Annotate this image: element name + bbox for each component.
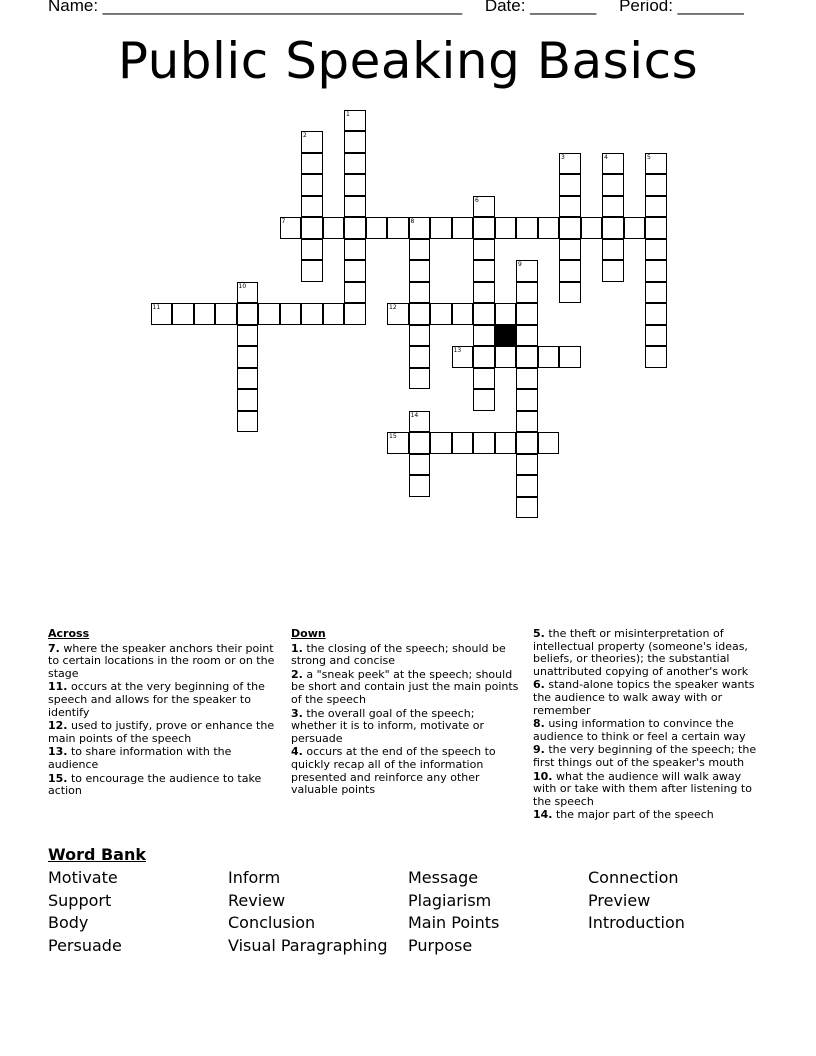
crossword-cell[interactable] [344, 260, 366, 282]
crossword-cell[interactable] [301, 260, 323, 282]
word-bank-word: Plagiarism [408, 890, 492, 910]
word-bank-word: Inform [228, 868, 281, 887]
crossword-cell[interactable] [516, 411, 538, 433]
crossword-cell[interactable] [409, 368, 431, 390]
crossword-cell[interactable] [409, 325, 431, 347]
clue-number: 15 [389, 433, 397, 440]
crossword-cell[interactable] [387, 432, 409, 454]
crossword-cell[interactable] [409, 454, 431, 476]
crossword-cell[interactable] [409, 217, 431, 239]
crossword-cell[interactable] [409, 282, 431, 304]
down-clues [291, 628, 523, 798]
crossword-cell[interactable] [645, 260, 667, 282]
crossword-cell[interactable] [516, 217, 538, 239]
clue-text: the theft or misinterpretation of intellectual property (someone's ideas, beliefs, or theories); the substantial unattributed copying of another's work [533, 627, 749, 678]
word-bank-word: Preview [588, 890, 651, 910]
crossword-cell[interactable] [301, 303, 323, 325]
clue-text: what the audience will walk away with or take with them after listening to the speech [533, 769, 752, 808]
header [48, 0, 762, 16]
crossword-cell[interactable] [516, 475, 538, 497]
crossword-cell[interactable] [430, 217, 452, 239]
crossword-cell[interactable] [237, 282, 259, 304]
crossword-cell[interactable] [344, 153, 366, 175]
crossword-cell[interactable] [473, 196, 495, 218]
crossword-cell[interactable] [301, 174, 323, 196]
crossword-cell[interactable] [301, 217, 323, 239]
clue-number: 10 [238, 282, 247, 290]
crossword-cell[interactable] [301, 153, 323, 175]
crossword-cell[interactable] [559, 346, 581, 368]
crossword-cell[interactable] [473, 389, 495, 411]
crossword-cell[interactable] [602, 260, 624, 282]
crossword-cell[interactable] [194, 303, 216, 325]
clue-text: using information to convince the audience to think or feel a certain way [533, 717, 746, 743]
clue-number: 5 [647, 153, 651, 161]
crossword-cell[interactable] [409, 411, 431, 433]
crossword-cell[interactable] [344, 131, 366, 153]
clue-number: 6. [533, 678, 545, 692]
clue-number: 1. [291, 641, 303, 655]
crossword-cell[interactable] [645, 174, 667, 196]
crossword-cell[interactable] [452, 217, 474, 239]
clue [533, 744, 765, 769]
black-cell [495, 325, 517, 347]
clue-number: 6 [475, 196, 479, 204]
crossword-cell[interactable] [237, 346, 259, 368]
clue-number: 8 [410, 218, 415, 225]
crossword-cell[interactable] [645, 325, 667, 347]
crossword-cell[interactable] [516, 497, 538, 519]
crossword-cell[interactable] [559, 260, 581, 282]
clue-number: 4 [604, 153, 608, 161]
crossword-cell[interactable] [344, 217, 366, 239]
crossword-cell[interactable] [602, 153, 624, 175]
clue-number: 4. [291, 745, 303, 759]
period-field[interactable]: Period: _______ [619, 0, 744, 15]
crossword-cell[interactable] [344, 110, 366, 132]
clue-text: stand-alone topics the speaker wants the audience to walk away with or remember [533, 678, 755, 717]
clue-text: where the speaker anchors their point to certain locations in the room or on the stage [48, 641, 275, 680]
clue-number: 8. [533, 717, 545, 731]
crossword-cell[interactable] [645, 196, 667, 218]
clue-text: to share information with the audience [48, 745, 232, 771]
crossword-cell[interactable] [516, 260, 538, 282]
word-bank-word: Purpose [408, 935, 473, 955]
clue-text: the closing of the speech; should be strong and concise [291, 641, 506, 668]
clue-text: a "sneak peek" at the speech; should be short and contain just the main points of the speech [291, 667, 519, 706]
clue-number: 7. [48, 641, 60, 655]
crossword-cell[interactable] [516, 282, 538, 304]
crossword-cell[interactable] [473, 282, 495, 304]
name-field[interactable]: Name: ______________________________________ [48, 0, 463, 15]
crossword-cell[interactable] [516, 432, 538, 454]
word-bank-word: Main Points [408, 913, 500, 932]
crossword-cell[interactable] [602, 239, 624, 261]
crossword-cell[interactable] [538, 346, 560, 368]
crossword-cell[interactable] [387, 303, 409, 325]
crossword-cell[interactable] [495, 432, 517, 454]
crossword-cell[interactable] [430, 303, 452, 325]
crossword-cell[interactable] [473, 217, 495, 239]
crossword-cell[interactable] [559, 239, 581, 261]
clue [533, 679, 765, 717]
crossword-cell[interactable] [366, 217, 388, 239]
clue-number: 3. [291, 706, 303, 720]
word-bank-word: Message [408, 868, 479, 887]
clue-text: occurs at the end of the speech to quickly recap all of the information presented and reinforce any other valuable points [291, 745, 496, 797]
crossword-cell[interactable] [409, 303, 431, 325]
crossword-cell[interactable] [602, 217, 624, 239]
clue-number: 11 [152, 304, 161, 311]
crossword-cell[interactable] [495, 346, 517, 368]
crossword-cell[interactable] [559, 196, 581, 218]
crossword-cell[interactable] [581, 217, 603, 239]
date-field[interactable]: Date: _______ [484, 0, 597, 15]
crossword-cell[interactable] [602, 196, 624, 218]
clue [533, 771, 765, 809]
crossword-cell[interactable] [516, 303, 538, 325]
crossword-cell[interactable] [645, 153, 667, 175]
crossword-cell[interactable] [258, 303, 280, 325]
crossword-cell[interactable] [452, 303, 474, 325]
across-heading: Across [48, 627, 90, 640]
clue [291, 746, 523, 796]
clue [291, 643, 523, 668]
clue [533, 809, 765, 822]
clue-number: 12. [48, 719, 68, 733]
crossword-cell[interactable] [645, 217, 667, 239]
crossword-cell[interactable] [559, 282, 581, 304]
crossword-cell[interactable] [559, 174, 581, 196]
crossword-cell[interactable] [151, 303, 173, 325]
clue [533, 628, 765, 678]
crossword-cell[interactable] [473, 303, 495, 325]
crossword-cell[interactable] [237, 325, 259, 347]
crossword-cell[interactable] [409, 346, 431, 368]
clue-number: 9 [518, 261, 522, 268]
crossword-cell[interactable] [387, 217, 409, 239]
clue-text: the overall goal of the speech; whether it is to inform, motivate or persuade [291, 706, 485, 745]
clue-number: 2 [303, 132, 307, 139]
crossword-cell[interactable] [323, 303, 345, 325]
clue [48, 681, 280, 719]
clue-number: 2. [291, 667, 303, 681]
crossword-cell[interactable] [452, 346, 474, 368]
clue-text: the very beginning of the speech; the first things out of the speaker's mouth [533, 743, 757, 769]
crossword-cell[interactable] [473, 260, 495, 282]
clue [48, 720, 280, 745]
crossword-cell[interactable] [473, 346, 495, 368]
crossword-cell[interactable] [473, 325, 495, 347]
crossword-cell[interactable] [344, 174, 366, 196]
crossword-cell[interactable] [645, 239, 667, 261]
crossword-cell[interactable] [559, 217, 581, 239]
clue-number: 12 [389, 304, 397, 311]
clue-number: 11. [48, 680, 68, 694]
crossword-cell[interactable] [559, 153, 581, 175]
crossword-cell[interactable] [473, 368, 495, 390]
crossword-cell[interactable] [301, 131, 323, 153]
clue-number: 3 [561, 153, 565, 161]
word-bank-title: Word Bank [48, 845, 147, 864]
clue-text: used to justify, prove or enhance the main points of the speech [48, 719, 275, 745]
crossword-cell[interactable] [344, 196, 366, 218]
crossword-cell[interactable] [516, 454, 538, 476]
crossword-cell[interactable] [280, 217, 302, 239]
clue-number: 13. [48, 745, 68, 759]
page-title: Public Speaking Basics [117, 32, 699, 90]
crossword-cell[interactable] [409, 239, 431, 261]
down-clues-continued [533, 628, 765, 823]
crossword-cell[interactable] [645, 282, 667, 304]
word-bank-word: Body [48, 913, 89, 932]
word-bank-word: Connection [588, 868, 679, 887]
crossword-cell[interactable] [602, 174, 624, 196]
clue-number: 15. [48, 771, 68, 785]
crossword-cell[interactable] [301, 196, 323, 218]
word-bank-word: Visual Paragraphing [228, 935, 388, 955]
crossword-cell[interactable] [538, 217, 560, 239]
crossword-cell[interactable] [452, 432, 474, 454]
word-bank-word: Introduction [588, 913, 685, 932]
word-bank-word: Persuade [48, 935, 122, 955]
clue-number: 14. [533, 808, 553, 822]
crossword-cell[interactable] [624, 217, 646, 239]
clue [48, 773, 280, 798]
crossword-cell[interactable] [645, 346, 667, 368]
crossword-cell[interactable] [172, 303, 194, 325]
clue-number: 14 [410, 411, 419, 419]
crossword-cell[interactable] [495, 217, 517, 239]
crossword-cell[interactable] [538, 432, 560, 454]
clue-number: 10. [533, 769, 553, 783]
clue-number: 5. [533, 627, 545, 640]
word-bank-word: Motivate [48, 868, 118, 887]
crossword-cell[interactable] [323, 217, 345, 239]
clue [48, 643, 280, 681]
crossword-cell[interactable] [473, 239, 495, 261]
crossword-cell[interactable] [516, 368, 538, 390]
crossword-cell[interactable] [516, 389, 538, 411]
crossword-cell[interactable] [301, 239, 323, 261]
crossword-cell[interactable] [344, 239, 366, 261]
clue [48, 746, 280, 771]
clue-text: occurs at the very beginning of the speech and allows for the speaker to identify [48, 680, 265, 719]
crossword-cell[interactable] [280, 303, 302, 325]
crossword-cell[interactable] [645, 303, 667, 325]
crossword-cell[interactable] [409, 475, 431, 497]
clue [533, 718, 765, 743]
clue [291, 708, 523, 746]
clue [291, 669, 523, 707]
crossword-cell[interactable] [237, 411, 259, 433]
crossword-cell[interactable] [409, 260, 431, 282]
crossword-cell[interactable] [495, 303, 517, 325]
word-bank-word: Support [48, 890, 112, 910]
clue-text: to encourage the audience to take action [48, 771, 262, 798]
clue-text: the major part of the speech [552, 808, 714, 822]
crossword-cell[interactable] [344, 282, 366, 304]
word-bank-word: Conclusion [228, 913, 316, 932]
crossword-cell[interactable] [430, 432, 452, 454]
clue-number: 9. [533, 743, 545, 757]
word-bank-word: Review [228, 890, 286, 910]
crossword-cell[interactable] [516, 325, 538, 347]
crossword-cell[interactable] [344, 303, 366, 325]
crossword-cell[interactable] [215, 303, 237, 325]
crossword-cell[interactable] [237, 368, 259, 390]
clue-number: 13 [453, 347, 462, 354]
crossword-cell[interactable] [409, 432, 431, 454]
crossword-cell[interactable] [237, 389, 259, 411]
clue-number: 7 [281, 218, 286, 225]
crossword-cell[interactable] [516, 346, 538, 368]
clue-number: 1 [346, 110, 350, 118]
crossword-cell[interactable] [473, 432, 495, 454]
across-clues [48, 628, 280, 799]
crossword-cell[interactable] [237, 303, 259, 325]
down-heading: Down [291, 627, 326, 640]
